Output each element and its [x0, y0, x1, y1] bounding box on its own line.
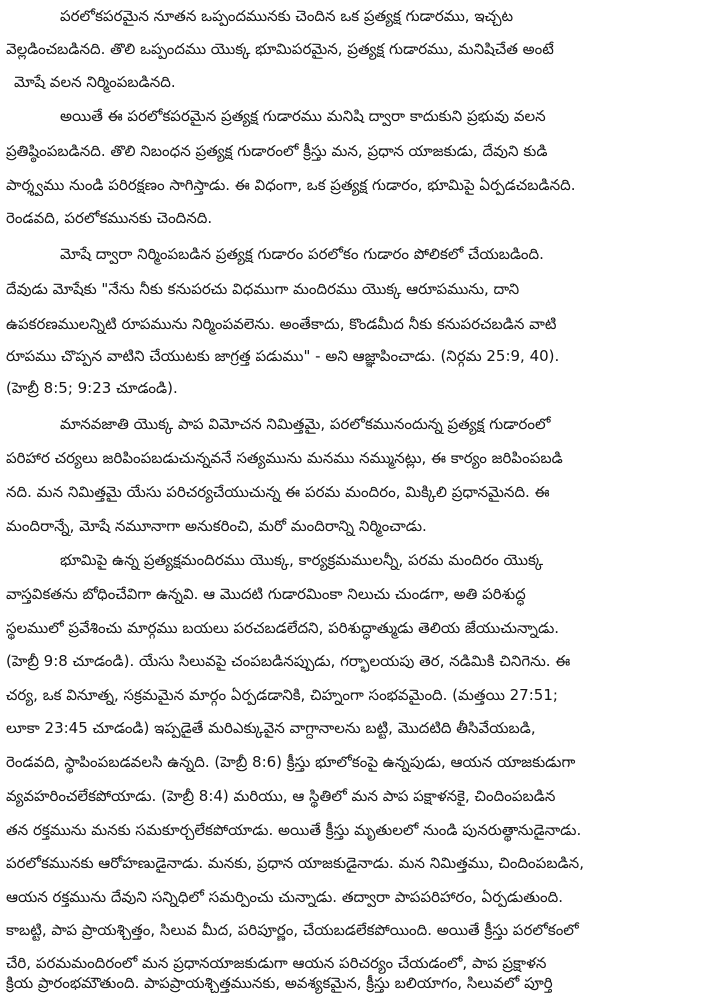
text-line: చర్య, ఒక వినూత్న, సక్రమమైన మార్గం ఏర్పడడానికి, చిహ్నంగా సంభవమైంది. (మత్తయి 27:51;: [6, 686, 558, 704]
text-line: (హెబ్రీ 9:8 చూడండి). యేసు సిలువపై చంపబడినప్పుడు, గర్భాలయపు తెర, నడిమికి చినిగెను. ఈ: [6, 652, 571, 670]
text-line: మోషే ద్వారా నిర్మింపబడిన ప్రత్యక్ష గుడారం పరలోకం గుడారం పోలికలో చేయబడింది.: [60, 245, 544, 263]
text-line: నది. మన నిమిత్తమై యేసు పరిచర్యచేయుచున్న ఈ పరమ మందిరం, మిక్కిలి ప్రధానమైనది. ఈ: [6, 483, 550, 501]
text-line: క్రియ ప్రారంభమౌతుంది. పాపప్రాయశ్చిత్తమునకు, అవశ్యకమైన, క్రీస్తు బలియాగం, సిలువలో పూర్తి: [6, 974, 553, 992]
text-line: రూపము చొప్పన వాటిని చేయుటకు జాగ్రత్త పడుము" - అని ఆజ్ఞాపించాడు. (నిర్గమ 25:9, 40).: [6, 347, 560, 365]
text-line: అయితే ఈ పరలోకపరమైన ప్రత్యక్ష గుడారము మనిషి ద్వారా కాదుకుని ప్రభువు వలన: [60, 107, 546, 125]
text-line: కాబట్టి, పాప ప్రాయశ్చిత్తం, సిలువ మీద, పరిపూర్ణం, చేయబడలేకపోయింది. అయితే క్రీస్తు పరలోకంలో: [6, 921, 579, 939]
text-line: మానవజాతి యొక్క పాప విమోచన నిమిత్తమై, పరలోకమునందున్న ప్రత్యక్ష గుడారంలో: [60, 415, 551, 433]
text-line: ఆయన రక్తమును దేవుని సన్నిధిలో సమర్పించు చున్నాడు. తద్వారా పాపపరిహారం, ఏర్పడుతుంది.: [6, 888, 564, 906]
text-line: చేరి, పరమమందిరంలో మన ప్రధానయాజకుడుగా ఆయన పరిచర్యం చేయడంలో, పాప ప్రక్షాళన: [6, 954, 547, 972]
text-line: దేవుడు మోషేకు "నేను నీకు కనుపరచు విధముగా మందిరము యొక్క ఆరూపమును, దాని: [6, 280, 520, 298]
text-line: తన రక్తమును మనకు సమకూర్చలేకపోయాడు. అయితే క్రీస్తు మృతులలో నుండి పునరుత్థానుడైనాడు.: [6, 821, 582, 839]
text-line: వాస్తవికతను బోధించేవిగా ఉన్నవి. ఆ మొదటి గుడారమింకా నిలుచు చుండగా, అతి పరిశుద్ధ: [6, 585, 526, 603]
text-line: పరలోకపరమైన నూతన ఒప్పందమునకు చెందిన ఒక ప్రత్యక్ష గుడారము, ఇచ్చట: [60, 7, 514, 25]
text-line: స్థలములో ప్రవేశించు మార్గము బయలు పరచబడలేదని, పరిశుద్ధాత్ముడు తెలియ జేయుచున్నాడు.: [6, 619, 560, 637]
text-line: పార్శ్వము నుండి పరిరక్షణం సాగిస్తాడు. ఈ విధంగా, ఒక ప్రత్యక్ష గుడారం, భూమిపై ఏర్పడచబడినది.: [6, 176, 576, 194]
text-line: రెండవది, స్థాపింపబడవలసి ఉన్నది. (హెబ్రీ 8:6) క్రీస్తు భూలోకంపై ఉన్నపుడు, ఆయన యాజకుడుగా: [6, 753, 576, 771]
text-line: పరలోకమునకు ఆరోహణుడైనాడు. మనకు, ప్రధాన యాజకుడైనాడు. మన నిమిత్తము, చిందింపబడిన,: [6, 854, 584, 872]
text-line: లూకా 23:45 చూడండి) ఇప్పడైతే మరిఎక్కువైన వాగ్దానాలను బట్టి, మొదటిది తీసివేయబడి,: [6, 719, 536, 737]
text-line: భూమిపై ఉన్న ప్రత్యక్షమందిరము యొక్క, కార్యక్రమములన్నీ, పరమ మందిరం యొక్క: [60, 551, 544, 569]
text-line: వ్యవహరించలేకపోయాడు. (హెబ్రీ 8:4) మరియు, ఆ స్థితిలో మన పాప పక్షాళనకై, చిందింపబడిన: [6, 787, 556, 805]
text-line: (హెబ్రీ 8:5; 9:23 చూడండి).: [6, 379, 178, 397]
text-line: వెల్లడించబడినది. తొలి ఒప్పందము యొక్క భూమిపరమైన, ప్రత్యక్ష గుడారము, మనిషిచేత అంటే: [6, 40, 554, 58]
text-line: మందిరాన్నే, మోషే నమూనాగా అనుకరించి, మరో మందిరాన్ని నిర్మించాడు.: [6, 517, 427, 535]
text-line: ప్రతిష్ఠింపబడినది. తొలి నిబంధన ప్రత్యక్ష గుడారంలో క్రీస్తు మన, ప్రధాన యాజకుడు, దేవుని కుడి: [6, 142, 548, 160]
text-line: పరిహార చర్యలు జరిపింపబడుచున్నవనే సత్యమును మనము నమ్మునట్లు, ఈ కార్యం జరిపింపబడి: [6, 449, 563, 467]
text-line: ఉపకరణములన్నిటి రూపమును నిర్మింపవలెను. అంతేకాదు, కొండమీద నీకు కనుపరచబడిన వాటి: [6, 315, 557, 333]
text-line: రెండవది, పరలోకమునకు చెందినది.: [6, 209, 213, 227]
text-line: మోషే వలన నిర్మింపబడినది.: [14, 73, 176, 91]
